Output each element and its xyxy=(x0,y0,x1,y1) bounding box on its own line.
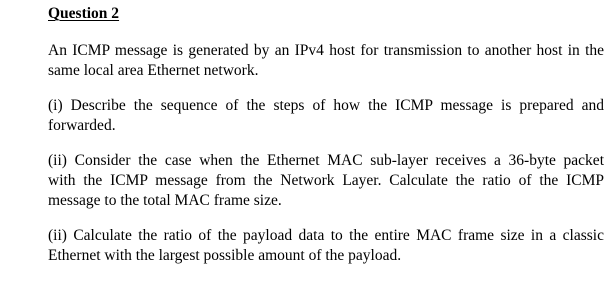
question-part-ii-second xyxy=(48,226,604,266)
question-part-ii xyxy=(48,151,604,211)
text-line: (ii) Consider the case when the Ethernet MAC sub-layer receives a 36-byte packet xyxy=(48,152,604,169)
question-intro xyxy=(48,41,604,81)
text-line: same local area Ethernet network. xyxy=(48,62,259,79)
text-line: message to the total MAC frame size. xyxy=(48,192,282,209)
question-heading: Question 2 xyxy=(48,5,120,22)
text-line: with the ICMP message from the Network Layer. Calculate the ratio of the ICMP xyxy=(48,172,604,189)
text-line: (ii) Calculate the ratio of the payload data to the entire MAC frame size in a classic xyxy=(48,227,604,244)
text-line: (i) Describe the sequence of the steps of how the ICMP message is prepared and xyxy=(48,97,604,114)
text-line: Ethernet with the largest possible amount of the payload. xyxy=(48,247,402,264)
text-line: forwarded. xyxy=(48,117,116,134)
text-line: An ICMP message is generated by an IPv4 host for transmission to another host in the xyxy=(48,42,604,59)
question-part-i xyxy=(48,96,604,136)
